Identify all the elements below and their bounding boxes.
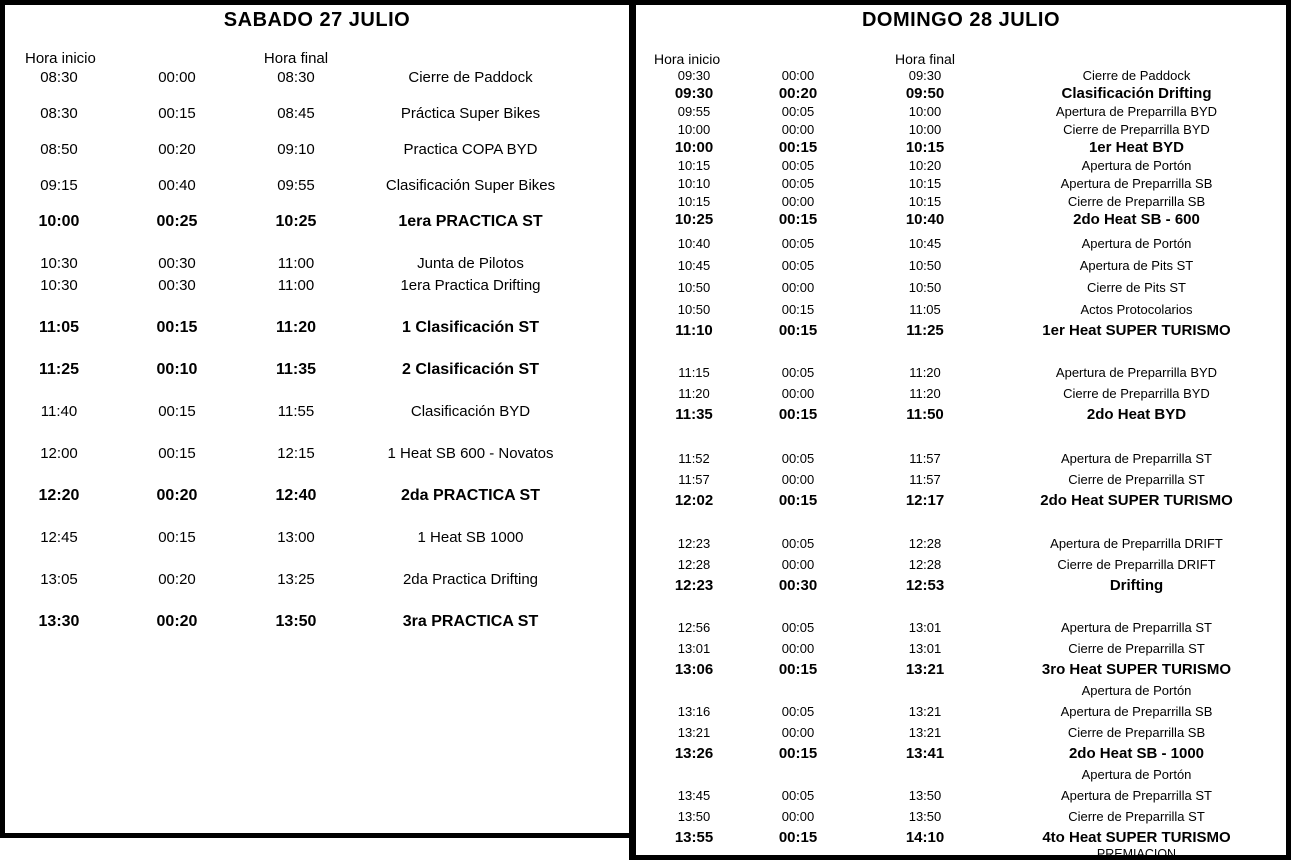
schedule-row [636, 139, 1286, 157]
event-name: Apertura de Preparrilla SB [1060, 176, 1213, 191]
duration: 00:00 [781, 280, 815, 295]
duration: 00:00 [781, 641, 815, 656]
event-name: Cierre de Preparrilla SB [1067, 725, 1206, 740]
schedule-row [5, 103, 629, 125]
duration: 00:15 [778, 322, 818, 339]
schedule-row [5, 527, 629, 549]
start-time: 09:30 [674, 85, 714, 102]
start-time: 09:15 [40, 177, 78, 194]
start-time: 10:30 [40, 255, 78, 272]
duration: 00:15 [158, 403, 196, 420]
event-name: 2do Heat SB - 600 [1073, 211, 1200, 228]
start-time: 10:40 [677, 236, 711, 251]
duration: 00:10 [156, 361, 198, 378]
event-name: Apertura de Preparrilla DRIFT [1050, 536, 1223, 551]
end-time: 08:45 [277, 105, 315, 122]
sunday-hora-final-header: Hora final [895, 51, 955, 67]
start-time: 10:45 [677, 258, 711, 273]
event-name: 1era PRACTICA ST [398, 213, 543, 230]
schedule-row [636, 619, 1286, 637]
event-name: Junta de Pilotos [417, 255, 524, 272]
duration: 00:15 [778, 211, 818, 228]
schedule-row [636, 67, 1286, 85]
event-name: Practica COPA BYD [403, 141, 538, 158]
schedule-row [636, 661, 1286, 679]
end-time: 10:20 [908, 158, 942, 173]
event-name: Clasificación Drifting [1061, 85, 1212, 102]
duration: 00:00 [781, 725, 815, 740]
event-name: Apertura de Portón [1081, 767, 1192, 782]
start-time: 13:30 [38, 613, 80, 630]
event-name: PREMIACION [1096, 847, 1177, 860]
end-time: 12:17 [905, 492, 945, 509]
start-time: 10:00 [677, 122, 711, 137]
schedule-row [5, 611, 629, 633]
start-time: 11:52 [678, 451, 710, 466]
schedule-row [636, 703, 1286, 721]
duration: 00:05 [781, 236, 815, 251]
start-time: 12:28 [677, 557, 711, 572]
end-time: 09:50 [905, 85, 945, 102]
event-name: Drifting [1109, 577, 1164, 594]
schedule-row [636, 364, 1286, 382]
end-time: 12:40 [275, 487, 317, 504]
end-time: 10:25 [275, 213, 317, 230]
end-time: 10:15 [908, 194, 942, 209]
start-time: 08:30 [40, 105, 78, 122]
start-time: 09:30 [677, 68, 711, 83]
duration: 00:30 [778, 577, 818, 594]
event-name: Práctica Super Bikes [400, 105, 541, 122]
start-time: 13:16 [677, 704, 711, 719]
event-name: Cierre de Paddock [408, 69, 533, 86]
end-time: 13:50 [275, 613, 317, 630]
duration: 00:05 [781, 620, 815, 635]
event-name: Clasificación Super Bikes [385, 177, 556, 194]
start-time: 13:55 [674, 829, 714, 846]
event-name: Apertura de Preparrilla ST [1060, 451, 1212, 466]
start-time: 10:10 [677, 176, 711, 191]
end-time: 13:25 [277, 571, 315, 588]
event-name: Cierre de Preparrilla BYD [1063, 122, 1210, 137]
start-time: 10:25 [674, 211, 714, 228]
duration: 00:00 [781, 557, 815, 572]
schedule-row [636, 385, 1286, 403]
schedule-row [636, 175, 1286, 193]
event-name: Apertura de Preparrilla ST [1060, 788, 1212, 803]
start-time: 11:20 [678, 386, 710, 401]
sunday-hora-inicio-header: Hora inicio [654, 51, 721, 67]
start-time: 12:45 [40, 529, 78, 546]
duration: 00:00 [158, 69, 196, 86]
duration: 00:25 [156, 213, 198, 230]
start-time: 11:05 [38, 319, 80, 336]
duration: 00:00 [781, 472, 815, 487]
end-time: 13:21 [908, 704, 942, 719]
sunday-schedule-table [629, 0, 1291, 860]
schedule-row [636, 682, 1286, 700]
start-time: 08:30 [40, 69, 78, 86]
start-time: 12:02 [674, 492, 714, 509]
duration: 00:00 [781, 122, 815, 137]
end-time: 10:50 [908, 258, 942, 273]
event-name: Clasificación BYD [410, 403, 531, 420]
schedule-row [636, 829, 1286, 847]
event-name: 2do Heat BYD [1086, 406, 1187, 423]
event-name: Cierre de Paddock [1082, 68, 1191, 83]
start-time: 13:05 [40, 571, 78, 588]
end-time: 11:20 [909, 365, 941, 380]
start-time: 13:06 [674, 661, 714, 678]
schedule-row [5, 175, 629, 197]
event-name: Cierre de Preparrilla DRIFT [1057, 557, 1216, 572]
end-time: 11:20 [275, 319, 317, 336]
event-name: Apertura de Preparrilla BYD [1055, 104, 1218, 119]
end-time: 13:50 [908, 809, 942, 824]
event-name: Apertura de Portón [1081, 683, 1192, 698]
duration: 00:15 [778, 745, 818, 762]
duration: 00:20 [778, 85, 818, 102]
sunday-title: DOMINGO 28 JULIO [861, 9, 1061, 31]
start-time: 13:01 [677, 641, 711, 656]
duration: 00:15 [778, 829, 818, 846]
schedule-row [5, 253, 629, 275]
start-time: 13:26 [674, 745, 714, 762]
schedule-row [636, 808, 1286, 826]
saturday-hora-final-header: Hora final [263, 50, 329, 67]
end-time: 12:28 [908, 536, 942, 551]
schedule-row [636, 85, 1286, 103]
event-name: 1 Clasificación ST [402, 319, 539, 336]
start-time: 10:30 [40, 277, 78, 294]
start-time: 11:15 [678, 365, 710, 380]
schedule-row [636, 235, 1286, 253]
duration: 00:20 [156, 487, 198, 504]
event-name: Apertura de Preparrilla BYD [1055, 365, 1218, 380]
duration: 00:15 [781, 302, 815, 317]
start-time: 10:00 [38, 213, 80, 230]
schedule-row [5, 139, 629, 161]
event-name: 2 Clasificación ST [402, 361, 539, 378]
schedule-row [5, 569, 629, 591]
duration: 00:20 [158, 141, 196, 158]
end-time: 11:55 [277, 403, 315, 420]
end-time: 10:50 [908, 280, 942, 295]
saturday-schedule-table [0, 0, 629, 838]
duration: 00:15 [778, 139, 818, 156]
end-time: 08:30 [277, 69, 315, 86]
end-time: 10:15 [908, 176, 942, 191]
event-name: 2da Practica Drifting [402, 571, 539, 588]
duration: 00:00 [781, 68, 815, 83]
event-name: Cierre de Pits ST [1087, 280, 1186, 295]
duration: 00:05 [781, 451, 815, 466]
schedule-row [636, 211, 1286, 229]
schedule-row [636, 724, 1286, 742]
duration: 00:05 [781, 258, 815, 273]
event-name: Apertura de Preparrilla SB [1060, 704, 1213, 719]
start-time: 12:56 [677, 620, 711, 635]
duration: 00:15 [778, 406, 818, 423]
end-time: 13:50 [908, 788, 942, 803]
schedule-row [636, 787, 1286, 805]
end-time: 11:57 [909, 451, 941, 466]
duration: 00:05 [781, 176, 815, 191]
schedule-row [636, 257, 1286, 275]
schedule-row [636, 322, 1286, 340]
schedule-row [636, 301, 1286, 319]
start-time: 11:35 [675, 406, 713, 423]
event-name: Apertura de Preparrilla ST [1060, 620, 1212, 635]
start-time: 11:25 [38, 361, 80, 378]
saturday-column-headers [5, 51, 629, 67]
end-time: 13:01 [908, 620, 942, 635]
end-time: 11:57 [909, 472, 941, 487]
end-time: 13:21 [905, 661, 945, 678]
end-time: 10:00 [908, 122, 942, 137]
end-time: 11:05 [909, 302, 941, 317]
event-name: Actos Protocolarios [1080, 302, 1193, 317]
event-name: 4to Heat SUPER TURISMO [1042, 829, 1231, 846]
schedule-row [636, 556, 1286, 574]
sunday-rows [636, 67, 1286, 860]
start-time: 10:50 [677, 302, 711, 317]
start-time: 13:50 [677, 809, 711, 824]
end-time: 11:25 [906, 322, 944, 339]
event-name: 2da PRACTICA ST [401, 487, 540, 504]
event-name: 3ra PRACTICA ST [402, 613, 539, 630]
duration: 00:15 [158, 529, 196, 546]
end-time: 10:40 [905, 211, 945, 228]
schedule-row [636, 577, 1286, 595]
duration: 00:30 [158, 255, 196, 272]
schedule-row [636, 157, 1286, 175]
saturday-hora-inicio-header: Hora inicio [25, 50, 96, 67]
schedule-row [5, 401, 629, 423]
schedule-row [636, 492, 1286, 510]
event-name: 2do Heat SB - 1000 [1068, 745, 1205, 762]
start-time: 12:00 [40, 445, 78, 462]
schedule-row [636, 640, 1286, 658]
duration: 00:05 [781, 788, 815, 803]
end-time: 09:10 [277, 141, 315, 158]
duration: 00:00 [781, 386, 815, 401]
start-time: 10:50 [677, 280, 711, 295]
schedule-row [636, 450, 1286, 468]
sunday-column-headers [636, 51, 1286, 67]
schedule-row [636, 406, 1286, 424]
start-time: 10:15 [677, 194, 711, 209]
event-name: 1 Heat SB 600 - Novatos [387, 445, 554, 462]
event-name: Cierre de Preparrilla ST [1068, 472, 1205, 487]
end-time: 11:00 [277, 277, 315, 294]
duration: 00:15 [158, 105, 196, 122]
schedule-row [636, 535, 1286, 553]
event-name: Apertura de Pits ST [1079, 258, 1194, 273]
duration: 00:30 [158, 277, 196, 294]
schedule-row [5, 67, 629, 89]
end-time: 13:00 [277, 529, 315, 546]
schedule-row [636, 766, 1286, 784]
event-name: Cierre de Preparrilla BYD [1063, 386, 1210, 401]
end-time: 14:10 [905, 829, 945, 846]
duration: 00:00 [781, 194, 815, 209]
duration: 00:05 [781, 104, 815, 119]
start-time: 13:45 [677, 788, 711, 803]
schedule-row [5, 317, 629, 339]
end-time: 13:01 [908, 641, 942, 656]
schedule-row [636, 745, 1286, 763]
saturday-title: SABADO 27 JULIO [223, 9, 411, 31]
end-time: 09:30 [908, 68, 942, 83]
duration: 00:15 [778, 492, 818, 509]
event-name: Cierre de Preparrilla ST [1068, 809, 1205, 824]
end-time: 11:35 [275, 361, 317, 378]
schedule-row [636, 847, 1286, 860]
end-time: 12:53 [905, 577, 945, 594]
duration: 00:05 [781, 536, 815, 551]
duration: 00:40 [158, 177, 196, 194]
duration: 00:20 [156, 613, 198, 630]
schedule-row [5, 211, 629, 233]
event-name: 1era Practica Drifting [400, 277, 541, 294]
end-time: 11:00 [277, 255, 315, 272]
schedule-row [5, 275, 629, 297]
event-name: Cierre de Preparrilla ST [1068, 641, 1205, 656]
end-time: 11:20 [909, 386, 941, 401]
start-time: 08:50 [40, 141, 78, 158]
start-time: 09:55 [677, 104, 711, 119]
event-name: 1er Heat SUPER TURISMO [1042, 322, 1231, 339]
schedule-row [636, 193, 1286, 211]
start-time: 13:21 [677, 725, 711, 740]
schedule-row [5, 359, 629, 381]
duration: 00:00 [781, 809, 815, 824]
event-name: Cierre de Preparrilla SB [1067, 194, 1206, 209]
event-name: 3ro Heat SUPER TURISMO [1041, 661, 1232, 678]
duration: 00:05 [781, 365, 815, 380]
end-time: 10:00 [908, 104, 942, 119]
duration: 00:05 [781, 158, 815, 173]
start-time: 12:23 [677, 536, 711, 551]
event-name: 2do Heat SUPER TURISMO [1040, 492, 1233, 509]
event-name: Apertura de Portón [1081, 236, 1192, 251]
duration: 00:15 [156, 319, 198, 336]
end-time: 12:15 [277, 445, 315, 462]
event-name: 1er Heat BYD [1088, 139, 1185, 156]
schedule-row [636, 279, 1286, 297]
start-time: 12:23 [674, 577, 714, 594]
duration: 00:15 [158, 445, 196, 462]
duration: 00:20 [158, 571, 196, 588]
schedule-row [636, 471, 1286, 489]
schedule-row [5, 443, 629, 465]
duration: 00:05 [781, 704, 815, 719]
duration: 00:15 [778, 661, 818, 678]
start-time: 12:20 [38, 487, 80, 504]
saturday-rows [5, 67, 629, 633]
start-time: 11:40 [40, 403, 78, 420]
event-name: 1 Heat SB 1000 [417, 529, 524, 546]
end-time: 10:15 [905, 139, 945, 156]
end-time: 09:55 [277, 177, 315, 194]
schedule-row [5, 485, 629, 507]
start-time: 11:57 [678, 472, 710, 487]
end-time: 12:28 [908, 557, 942, 572]
schedule-row [636, 121, 1286, 139]
end-time: 13:41 [905, 745, 945, 762]
end-time: 13:21 [908, 725, 942, 740]
schedule-row [636, 103, 1286, 121]
event-name: Apertura de Portón [1081, 158, 1192, 173]
start-time: 10:00 [674, 139, 714, 156]
start-time: 10:15 [677, 158, 711, 173]
start-time: 11:10 [675, 322, 713, 339]
end-time: 11:50 [906, 406, 944, 423]
end-time: 10:45 [908, 236, 942, 251]
